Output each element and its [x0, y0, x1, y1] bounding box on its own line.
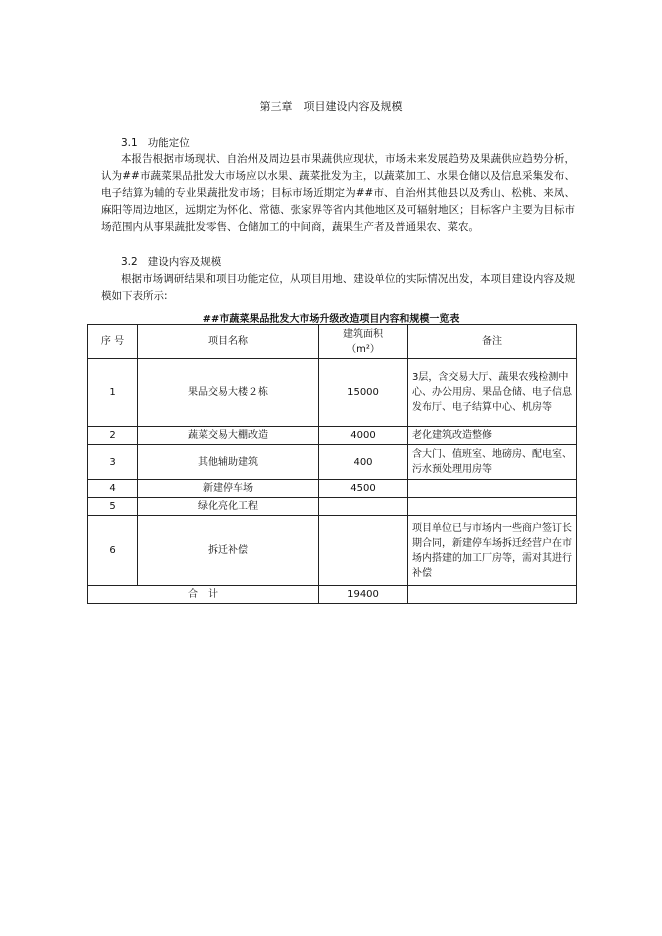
row-area: 4000 [319, 427, 408, 445]
row-area: 4500 [319, 480, 408, 498]
row-no: 4 [88, 480, 138, 498]
header-no: 序 号 [88, 325, 138, 359]
row-no: 2 [88, 427, 138, 445]
row-name: 果品交易大楼２栋 [138, 359, 319, 427]
section-title: 功能定位 [147, 137, 190, 149]
row-note [408, 498, 577, 516]
project-content-table [87, 324, 577, 604]
table-total-row [88, 586, 577, 604]
header-area [319, 325, 408, 359]
row-name: 其他辅助建筑 [138, 445, 319, 480]
chapter-title: 第三章 项目建设内容及规模 [259, 100, 403, 113]
table-row [88, 498, 577, 516]
row-area [319, 516, 408, 586]
row-no: 3 [88, 445, 138, 480]
table-row [88, 516, 577, 586]
row-note [408, 480, 577, 498]
total-note [408, 586, 577, 604]
row-name: 新建停车场 [138, 480, 319, 498]
row-note: 项目单位已与市场内一些商户签订长期合同，新建停车场拆迁经营户在市场内搭建的加工厂房等，需对其进行补偿 [408, 516, 577, 586]
table-row [88, 359, 577, 427]
row-name: 绿化亮化工程 [138, 498, 319, 516]
paragraph-construction-scale: 根据市场调研结果和项目功能定位，从项目用地、建设单位的实际情况出发，本项目建设内容及规模如下表所示: [101, 273, 575, 302]
row-note: 含大门、值班室、地磅房、配电室、污水预处理用房等 [408, 445, 577, 480]
paragraph-function-positioning: 本报告根据市场现状、自治州及周边县市果蔬供应现状，市场未来发展趋势及果蔬供应趋势分析，认为##市蔬菜果品批发大市场应以水果、蔬菜批发为主，以蔬菜加工、水果仓储以及信息采集发布、电子结算为辅的专业果蔬批发市场；目标市场近期定为##市、自治州其他县以及秀山、松桃、来凤、麻阳等周边地区，远期定为怀化、常德、张家界等省内其他地区及可辐射地区；目标客户主要为目标市场范围内从事果蔬批发零售、仓储加工的中间商，蔬果生产者及普通果农、菜农。 [101, 153, 575, 233]
header-area-label: 建筑面积 [343, 328, 383, 340]
row-no: 1 [88, 359, 138, 427]
row-name: 蔬菜交易大棚改造 [138, 427, 319, 445]
section-heading-3-2 [121, 254, 221, 269]
total-label: 合 计 [88, 586, 319, 604]
row-note: 3层，含交易大厅、蔬果农残检测中心、办公用房、果品仓储、电子信息发布厅、电子结算中心、机房等 [408, 359, 577, 427]
table-title: ##市蔬菜果品批发大市场升级改造项目内容和规模一览表 [202, 314, 460, 325]
table-row [88, 427, 577, 445]
row-name: 拆迁补偿 [138, 516, 319, 586]
row-note: 老化建筑改造整修 [408, 427, 577, 445]
header-note: 备注 [408, 325, 577, 359]
total-area: 19400 [319, 586, 408, 604]
header-area-unit: （m²） [346, 343, 380, 355]
row-area: 400 [319, 445, 408, 480]
row-no: 5 [88, 498, 138, 516]
section-heading-3-1 [121, 135, 190, 150]
row-area: 15000 [319, 359, 408, 427]
table-header-row [88, 325, 577, 359]
table-row [88, 445, 577, 480]
section-number: 3.1 [121, 137, 138, 149]
header-name: 项目名称 [138, 325, 319, 359]
section-number: 3.2 [121, 256, 138, 268]
table-row [88, 480, 577, 498]
row-no: 6 [88, 516, 138, 586]
section-title: 建设内容及规模 [147, 256, 222, 268]
row-area [319, 498, 408, 516]
